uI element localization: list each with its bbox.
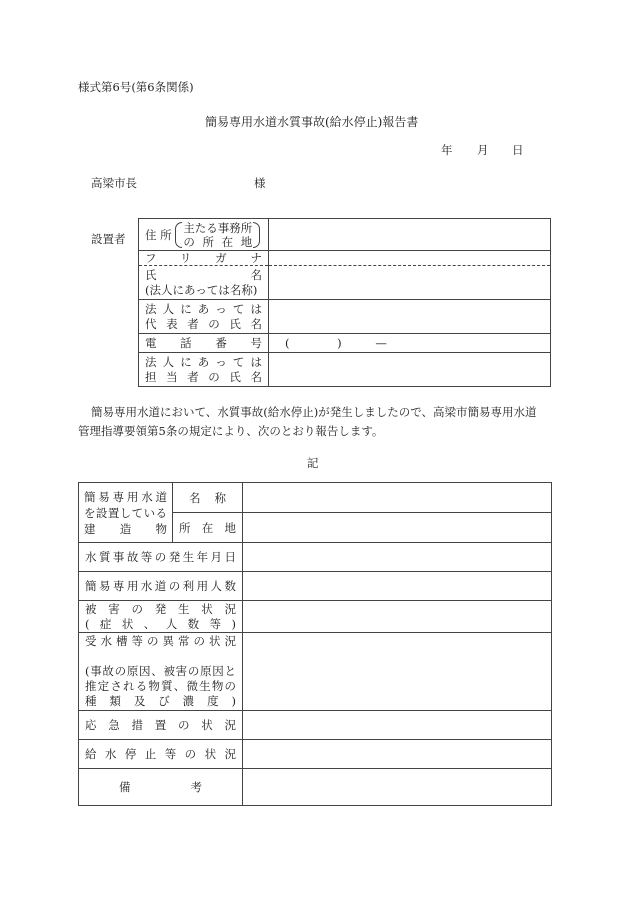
furigana-label: フリガナ <box>139 251 269 266</box>
facility-location-value[interactable] <box>243 513 552 543</box>
damage-label-cell <box>79 601 243 633</box>
damage-row <box>79 601 552 633</box>
facility-name-value[interactable] <box>243 483 552 513</box>
facility-label-2: を設置している <box>84 505 167 520</box>
supply-stop-row <box>79 740 552 769</box>
date-day: 日 <box>512 143 524 157</box>
page-title: 簡易専用水道水質事故(給水停止)報告書 <box>205 115 419 129</box>
emergency-label: 応急措置の状況 <box>79 711 243 740</box>
facility-name-row <box>79 483 552 513</box>
emergency-value[interactable] <box>243 711 552 740</box>
damage-value[interactable] <box>243 601 552 633</box>
remarks-label-cell <box>79 769 243 806</box>
name-value[interactable] <box>269 266 551 300</box>
body-text-1: 簡易専用水道において、水質事故(給水停止)が発生しましたので、高梁市簡易専用水道 <box>91 405 537 419</box>
supply-stop-value[interactable] <box>243 740 552 769</box>
facility-name-label: 名 称 <box>173 483 243 513</box>
anomaly-label-3: 推定される物質、微生物の <box>85 679 236 693</box>
report-table <box>78 482 552 806</box>
date-month: 月 <box>477 143 489 157</box>
facility-label-1: 簡易専用水道 <box>84 489 167 504</box>
phone-dash: — <box>375 336 387 350</box>
damage-label-2: (症状、人数等) <box>85 616 236 631</box>
furigana-row <box>139 251 551 266</box>
representative-value[interactable] <box>269 300 551 334</box>
address-label-cell <box>139 219 269 251</box>
anomaly-row <box>79 633 552 711</box>
phone-paren-open: ( <box>285 336 290 350</box>
phone-value[interactable] <box>269 334 551 353</box>
users-row <box>79 572 552 601</box>
contact-label-cell <box>139 353 269 387</box>
representative-label-1: 法人にあっては <box>145 301 262 316</box>
occurrence-date-label: 水質事故等の発生年月日 <box>79 543 243 572</box>
representative-label-2: 代表者の氏名 <box>145 316 262 331</box>
address-note <box>175 221 260 249</box>
supply-stop-label: 給水停止等の状況 <box>79 740 243 769</box>
phone-label: 電話番号 <box>139 334 269 353</box>
users-value[interactable] <box>243 572 552 601</box>
addressee-name: 高梁市長 <box>91 176 137 190</box>
remarks-value[interactable] <box>243 769 552 806</box>
anomaly-label-4: 種類及び濃度) <box>85 694 236 708</box>
name-label-cell <box>139 266 269 300</box>
installer-label: 設置者 <box>91 232 126 246</box>
representative-row <box>139 300 551 334</box>
installer-table <box>138 218 551 387</box>
representative-label-cell <box>139 300 269 334</box>
name-note: (法人にあっては名称) <box>145 282 258 297</box>
body-text-2: 管理指導要領第5条の規定により、次のとおり報告します。 <box>78 424 384 438</box>
anomaly-label-1: 受水槽等の異常の状況 <box>85 634 236 648</box>
contact-label-2: 担当者の氏名 <box>145 369 262 384</box>
contact-row <box>139 353 551 387</box>
occurrence-date-value[interactable] <box>243 543 552 572</box>
facility-label-cell <box>79 483 173 543</box>
facility-location-label: 所在地 <box>173 513 243 543</box>
emergency-row <box>79 711 552 740</box>
anomaly-label-cell <box>79 633 243 711</box>
phone-paren-close: ) <box>337 336 342 350</box>
anomaly-value[interactable] <box>243 633 552 711</box>
remarks-row <box>79 769 552 806</box>
anomaly-label-2: (事故の原因、被害の原因と <box>85 664 236 678</box>
occurrence-date-row <box>79 543 552 572</box>
address-note-1: 主たる事務所 <box>183 220 253 235</box>
name-label: 氏名 <box>145 267 262 282</box>
form-number: 様式第6号(第6条関係) <box>78 80 194 94</box>
name-row <box>139 266 551 300</box>
remarks-label-2: 考 <box>190 780 202 794</box>
addressee-honorific: 様 <box>254 176 266 190</box>
address-label: 住 所 <box>145 227 172 242</box>
contact-label-1: 法人にあっては <box>145 354 262 369</box>
contact-value[interactable] <box>269 353 551 387</box>
address-note-2: の 所 在 地 <box>183 234 253 249</box>
facility-label-3: 建造物 <box>84 521 167 536</box>
remarks-label-1: 備 <box>119 780 131 794</box>
furigana-value[interactable] <box>269 251 551 266</box>
users-label: 簡易専用水道の利用人数 <box>79 572 243 601</box>
phone-row <box>139 334 551 353</box>
date-year: 年 <box>441 143 453 157</box>
ki-label: 記 <box>307 456 319 470</box>
address-row <box>139 219 551 251</box>
damage-label-1: 被害の発生状況 <box>85 601 236 616</box>
address-value[interactable] <box>269 219 551 251</box>
